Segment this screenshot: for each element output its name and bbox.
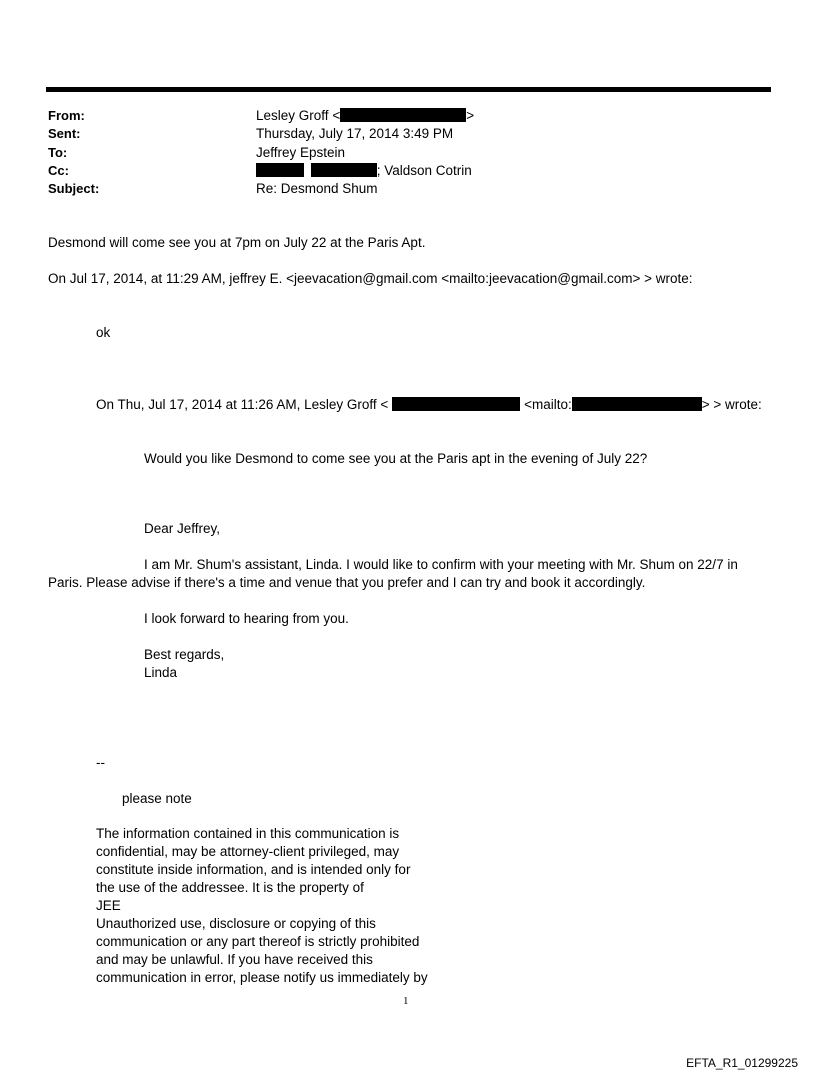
disclaimer-line: and may be unlawful. If you have received this bbox=[96, 952, 373, 967]
disclaimer-line: constitute inside information, and is intended only for bbox=[96, 862, 411, 877]
redaction-box bbox=[572, 397, 702, 411]
closing: Best regards, bbox=[144, 647, 225, 662]
sent-label: Sent: bbox=[48, 126, 81, 141]
disclaimer-line: JEE bbox=[96, 898, 121, 913]
disclaimer-line: confidential, may be attorney-client privileged, may bbox=[96, 844, 400, 859]
cc-label: Cc: bbox=[48, 163, 69, 178]
redaction-box bbox=[340, 108, 466, 122]
quote2-prefix: On Thu, Jul 17, 2014 at 11:26 AM, Lesley Groff < bbox=[96, 397, 389, 412]
bates-number: EFTA_R1_01299225 bbox=[686, 1056, 798, 1070]
disclaimer-line: communication in error, please notify us immediately by bbox=[96, 970, 428, 985]
from-open-bracket: < bbox=[332, 108, 341, 123]
from-name: Lesley Groff bbox=[256, 108, 329, 123]
redaction-box bbox=[311, 163, 377, 177]
greeting: Dear Jeffrey, bbox=[144, 521, 221, 536]
signature-name: Linda bbox=[144, 665, 178, 680]
from-close-bracket: > bbox=[466, 108, 475, 123]
quote-header-1: On Jul 17, 2014, at 11:29 AM, jeffrey E. <jeevacation@gmail.com <mailto:jeevacation@gmail.com> > wrote: bbox=[48, 271, 693, 286]
subject-value: Re: Desmond Shum bbox=[256, 181, 378, 196]
signature-separator: -- bbox=[96, 755, 105, 770]
sent-value: Thursday, July 17, 2014 3:49 PM bbox=[256, 126, 454, 141]
disclaimer bbox=[96, 825, 476, 987]
quote-header-2 bbox=[96, 396, 762, 414]
page-number: 1 bbox=[403, 995, 409, 1007]
from-label: From: bbox=[48, 108, 85, 123]
subject-label: Subject: bbox=[48, 181, 100, 196]
quote2-suffix: > > wrote: bbox=[701, 397, 762, 412]
redaction-box bbox=[256, 163, 304, 177]
disclaimer-line: Unauthorized use, disclosure or copying of this bbox=[96, 916, 376, 931]
cc-names: ; Valdson Cotrin bbox=[376, 163, 472, 178]
disclaimer-line: communication or any part thereof is strictly prohibited bbox=[96, 934, 420, 949]
from-value bbox=[256, 108, 474, 124]
to-value: Jeffrey Epstein bbox=[256, 145, 346, 160]
reply-line: Desmond will come see you at 7pm on July 22 at the Paris Apt. bbox=[48, 235, 426, 250]
look-forward-line: I look forward to hearing from you. bbox=[144, 611, 349, 626]
paragraph-line-2: Paris. Please advise if there's a time and venue that you prefer and I can try and book it accordingly. bbox=[48, 575, 646, 590]
quote2-mailto: <mailto: bbox=[524, 397, 572, 412]
please-note: please note bbox=[122, 791, 192, 806]
header-rule bbox=[46, 87, 771, 92]
to-label: To: bbox=[48, 145, 68, 160]
disclaimer-line: The information contained in this communication is bbox=[96, 826, 400, 841]
disclaimer-line: the use of the addressee. It is the property of bbox=[96, 880, 364, 895]
paragraph-line-1: I am Mr. Shum's assistant, Linda. I would like to confirm with your meeting with Mr. Shum on 22/7 in bbox=[144, 557, 738, 572]
question-line: Would you like Desmond to come see you at the Paris apt in the evening of July 22? bbox=[144, 451, 648, 466]
ok-reply: ok bbox=[96, 325, 111, 340]
redaction-box bbox=[392, 397, 520, 411]
cc-value bbox=[256, 163, 472, 179]
